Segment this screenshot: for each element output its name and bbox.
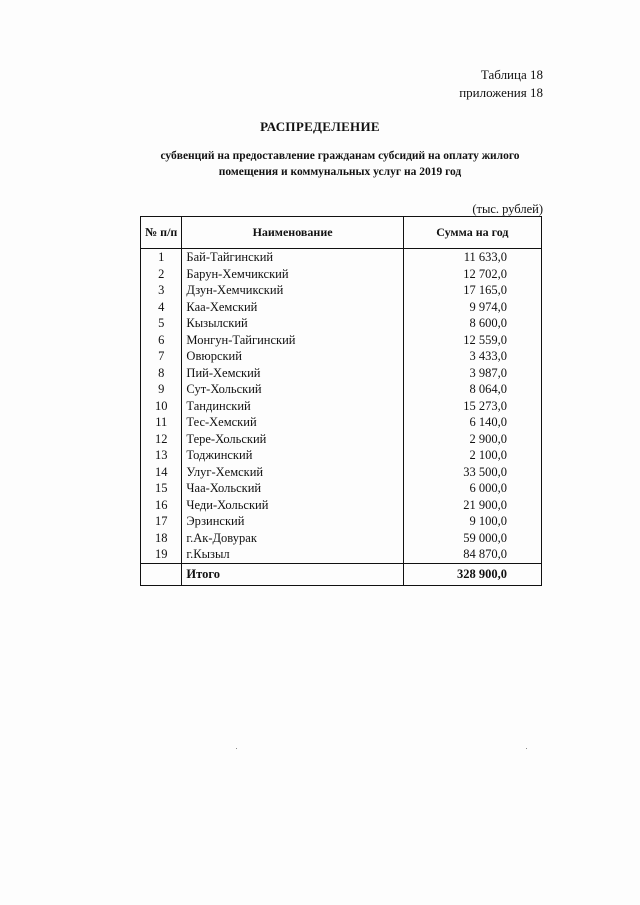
document-title: РАСПРЕДЕЛЕНИЕ xyxy=(260,119,380,134)
appendix-number: приложения 18 xyxy=(459,85,543,100)
row-sum: 9 974,0 xyxy=(403,299,541,316)
row-sum: 2 100,0 xyxy=(403,447,541,464)
distribution-table xyxy=(140,216,542,586)
row-number: 18 xyxy=(141,530,182,547)
table-row xyxy=(141,266,542,283)
header-name: Наименование xyxy=(182,217,403,249)
row-name: г.Кызыл xyxy=(182,546,403,563)
row-name: Овюрский xyxy=(182,348,403,365)
row-sum: 8 064,0 xyxy=(403,381,541,398)
row-number: 7 xyxy=(141,348,182,365)
table-row xyxy=(141,546,542,563)
header-sum: Сумма на год xyxy=(403,217,541,249)
row-name: Чеди-Хольский xyxy=(182,497,403,514)
row-name: Кызылский xyxy=(182,315,403,332)
row-name: Тес-Хемский xyxy=(182,414,403,431)
table-row xyxy=(141,480,542,497)
row-sum: 33 500,0 xyxy=(403,464,541,481)
table-row xyxy=(141,530,542,547)
row-sum: 15 273,0 xyxy=(403,398,541,415)
row-name: Улуг-Хемский xyxy=(182,464,403,481)
row-sum: 59 000,0 xyxy=(403,530,541,547)
row-name: Монгун-Тайгинский xyxy=(182,332,403,349)
header-num: № п/п xyxy=(141,217,182,249)
row-number: 4 xyxy=(141,299,182,316)
row-name: Барун-Хемчикский xyxy=(182,266,403,283)
row-number: 3 xyxy=(141,282,182,299)
row-sum: 9 100,0 xyxy=(403,513,541,530)
row-name: Тоджинский xyxy=(182,447,403,464)
row-number: 19 xyxy=(141,546,182,563)
table-row xyxy=(141,398,542,415)
table-row xyxy=(141,249,542,266)
row-number: 12 xyxy=(141,431,182,448)
table-header xyxy=(141,217,542,249)
row-sum: 8 600,0 xyxy=(403,315,541,332)
row-name: Чаа-Хольский xyxy=(182,480,403,497)
row-sum: 6 000,0 xyxy=(403,480,541,497)
document-subtitle xyxy=(130,148,550,180)
table-row xyxy=(141,414,542,431)
row-sum: 84 870,0 xyxy=(403,546,541,563)
table-row xyxy=(141,315,542,332)
row-number: 10 xyxy=(141,398,182,415)
table-row xyxy=(141,365,542,382)
row-number: 9 xyxy=(141,381,182,398)
row-sum: 6 140,0 xyxy=(403,414,541,431)
table-row xyxy=(141,447,542,464)
total-row xyxy=(141,563,542,585)
row-sum: 3 433,0 xyxy=(403,348,541,365)
row-name: Тере-Хольский xyxy=(182,431,403,448)
table-row xyxy=(141,381,542,398)
row-sum: 12 559,0 xyxy=(403,332,541,349)
scan-speck xyxy=(526,748,527,749)
table-row xyxy=(141,497,542,514)
row-number: 13 xyxy=(141,447,182,464)
row-sum: 3 987,0 xyxy=(403,365,541,382)
row-number: 5 xyxy=(141,315,182,332)
row-number: 8 xyxy=(141,365,182,382)
row-sum: 12 702,0 xyxy=(403,266,541,283)
table-number: Таблица 18 xyxy=(480,67,543,82)
row-name: Тандинский xyxy=(182,398,403,415)
row-name: г.Ак-Довурак xyxy=(182,530,403,547)
table-row xyxy=(141,348,542,365)
row-number: 17 xyxy=(141,513,182,530)
row-number: 14 xyxy=(141,464,182,481)
table-row xyxy=(141,299,542,316)
row-name: Каа-Хемский xyxy=(182,299,403,316)
row-number: 2 xyxy=(141,266,182,283)
row-name: Пий-Хемский xyxy=(182,365,403,382)
table-row xyxy=(141,282,542,299)
unit-note: (тыс. рублей) xyxy=(472,202,543,216)
row-name: Эрзинский xyxy=(182,513,403,530)
table-reference xyxy=(459,66,543,102)
row-number: 15 xyxy=(141,480,182,497)
row-name: Бай-Тайгинский xyxy=(182,249,403,266)
row-sum: 2 900,0 xyxy=(403,431,541,448)
row-number xyxy=(141,563,182,585)
table-body xyxy=(141,249,542,586)
row-number: 16 xyxy=(141,497,182,514)
row-name: Дзун-Хемчикский xyxy=(182,282,403,299)
scan-speck xyxy=(236,748,237,749)
row-sum: 17 165,0 xyxy=(403,282,541,299)
table-row xyxy=(141,513,542,530)
row-number: 1 xyxy=(141,249,182,266)
table-row xyxy=(141,431,542,448)
subtitle-line-1: субвенций на предоставление гражданам субсидий на оплату жилого xyxy=(160,150,520,162)
row-sum: 328 900,0 xyxy=(403,563,541,585)
table-row xyxy=(141,464,542,481)
row-name: Сут-Хольский xyxy=(182,381,403,398)
header-row xyxy=(141,217,542,249)
row-name: Итого xyxy=(182,563,403,585)
row-sum: 21 900,0 xyxy=(403,497,541,514)
row-sum: 11 633,0 xyxy=(403,249,541,266)
table-row xyxy=(141,332,542,349)
row-number: 6 xyxy=(141,332,182,349)
subtitle-line-2: помещения и коммунальных услуг на 2019 год xyxy=(218,166,462,178)
row-number: 11 xyxy=(141,414,182,431)
